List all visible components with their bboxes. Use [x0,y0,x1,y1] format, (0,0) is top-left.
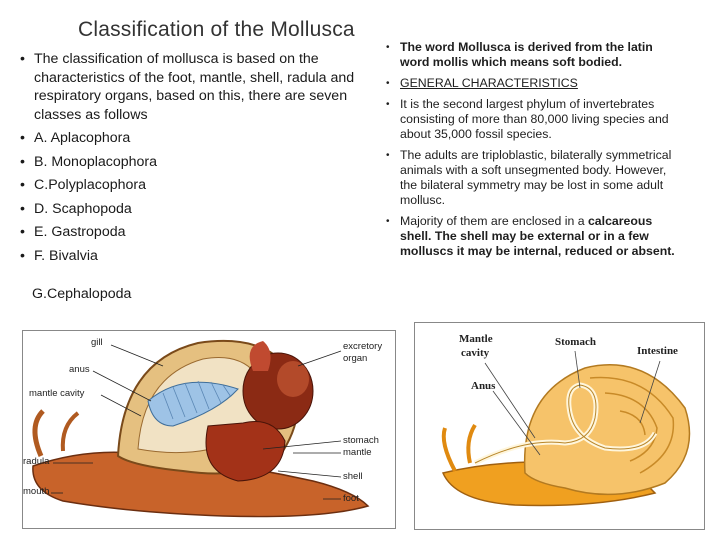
list-item-cephalopoda: G.Cephalopoda [32,286,132,302]
label-stomach: Stomach [555,336,596,348]
page-title: Classification of the Mollusca [78,18,355,41]
label-shell: shell [343,471,363,482]
list-item: • E. Gastropoda [20,224,126,240]
list-item: • The adults are triploblastic, bilaterally symmetrical animals with a soft unsegmented body. However, the bilateral symmetry may be lost in some adult mollusc. [386,148,672,207]
list-item: • Majority of them are enclosed in a calcareous shell. The shell may be external or in a few molluscs it may be internal, reduced or absent. [386,214,675,258]
section-heading: GENERAL CHARACTERISTICS [400,76,578,90]
label-excretory-organ: organ [343,353,368,364]
label-cavity: cavity [461,347,490,359]
label-mouth: mouth [23,486,50,497]
snail-anatomy-diagram [22,330,396,529]
list-item: • The word Mollusca is derived from the latin word mollis which means soft bodied. [386,40,653,69]
list-item: • D. Scaphopoda [20,200,132,217]
label-excretory: excretory [343,341,383,352]
label-mantle: mantle [343,447,372,458]
label-anus: Anus [471,380,496,392]
list-item: • It is the second largest phylum of invertebrates consisting of more than 80,000 living species and about 35,000 fossil species. [386,97,669,141]
list-item: • The classification of mollusca is based on the characteristics of the foot, mantle, shell, radula and respiratory organs, based on this, there are seven classes as follows [20,51,355,123]
classification-list [20,50,365,270]
list-item: • F. Bivalvia [20,247,98,264]
snail-anatomy-illustration [23,331,395,528]
label-anus: anus [69,364,90,375]
label-radula: radula [23,456,50,467]
label-stomach: stomach [343,435,379,446]
list-item: • GENERAL CHARACTERISTICS [386,76,578,90]
list-item: • A. Aplacophora [20,130,131,146]
label-mantle: Mantle [459,333,493,345]
label-gill: gill [91,337,103,348]
label-mantle-cavity: mantle cavity [29,388,85,399]
label-intestine: Intestine [637,345,678,357]
list-item: • C.Polyplacophora [20,177,146,193]
gastropod-diagram [414,322,705,530]
list-item: • B. Monoplacophora [20,153,158,170]
label-foot: foot [343,493,359,504]
characteristics-list [384,40,684,265]
